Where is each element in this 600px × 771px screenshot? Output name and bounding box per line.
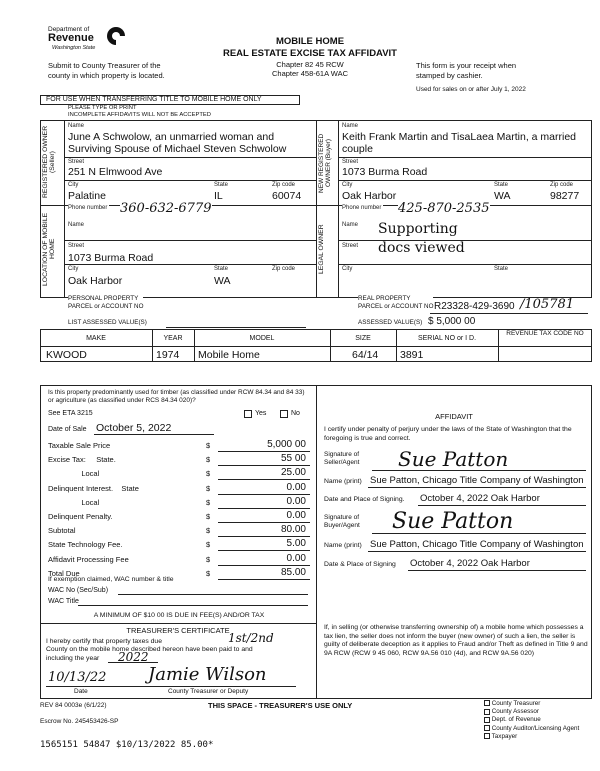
fee-label: Excise Tax: State. [48,455,116,465]
buyer-print-label: Name (print) [324,542,362,549]
seller-signature: Sue Patton [398,447,509,471]
seller-phone: 360-632-6779 [120,201,212,216]
chapter-rcw: Chapter 82 45 RCW [276,60,344,69]
fee-value: 5.00 [286,538,306,550]
dist-taxpayer [484,733,579,741]
seller-city: Palatine [68,190,106,202]
col-make: MAKE [86,335,106,342]
new-registered-owner-label: NEW REGISTERED OWNER (Buyer) [318,133,332,193]
fee-label: Delinquent Interest. State [48,483,139,493]
fee-dollar-sign: $ [206,469,211,479]
seller-street-label: Street [68,159,85,165]
chapter-refs [220,60,400,78]
treasurer-deputy-label: County Treasurer or Deputy [168,688,249,695]
personal-parcel-label-1: PERSONAL PROPERTY [68,295,139,302]
legal-owner-label: LEGAL OWNER [318,224,325,274]
timber-yes-label: Yes [255,410,267,417]
fee-row [48,496,310,509]
seller-zip-label: Zip code [272,182,296,188]
fee-label: Subtotal [48,526,76,536]
receipt-note-1: This form is your receipt when [416,61,517,70]
dist-checkbox[interactable] [484,709,490,715]
cashier-stamp: 1565151 54847 $10/13/2022 85.00* [40,740,214,750]
date-of-sale-label: Date of Sale [48,426,87,433]
fee-label: State Technology Fee. [48,540,123,550]
fee-dollar-sign: $ [206,512,211,521]
buyer-state: WA [494,190,511,202]
legal-owner-street: docs viewed [378,240,465,256]
seller-print: Sue Patton, Chicago Title Company of Washington [370,475,584,486]
seller-name-label: Name [68,123,85,129]
treasurer-date: 10/13/22 [48,670,107,685]
fee-label: Total Due [48,568,80,578]
form-title-line1: MOBILE HOME [275,36,345,47]
lien-warning: If, in selling (or otherwise transferring ownership of) a mobile home which possesses a tax lien, the seller does not inform the buyer (new owner) of such a lien, the seller is guilty of deliberate deception as it applies to Fraud and/or Theft as defined in Title 9 and 9A RCW (RCW 9 45 060, RCW 9A.56 010 (4d), and RCW 9A.56 020) [324,624,588,657]
receipt-note [416,61,516,80]
fee-value: 0.00 [286,481,306,493]
legal-street-label: Street [342,243,359,249]
location-city: Oak Harbor [68,275,123,287]
washington-state-label: Washington State [52,45,96,51]
treasurer-signature: Jamie Wilson [148,664,267,685]
legal-city-label: City [342,266,353,272]
revenue-logo [48,26,128,56]
personal-parcel-label-2: PARCEL or ACCOUNT NO [68,303,144,310]
buyer-name-label: Name [342,123,359,129]
buyer-city-label: City [342,182,353,188]
see-eta: See ETA 3215 [48,410,93,417]
incomplete-note: INCOMPLETE AFFIDAVITS WILL NOT BE ACCEPTED [68,112,211,118]
fee-value: 80.00 [280,524,306,536]
buyer-phone: 425-870-2535 [398,201,490,216]
treasurer-heading: TREASURER'S CERTIFICATE [126,626,230,635]
fee-value: 0.00 [286,495,306,507]
timber-no-label: No [291,410,300,417]
list-assessed-label: LIST ASSESSED VALUE(S) [68,319,147,326]
real-parcel-label-1: REAL PROPERTY [358,295,411,302]
fee-row [48,510,310,523]
fee-label: Taxable Sale Price [48,441,111,450]
treasurer-half: 1st/2nd [228,631,274,645]
fee-label: Local [48,469,100,479]
rev-number: REV 84 0003e (6/1/22) [40,702,107,709]
timber-no-checkbox[interactable] [280,410,288,418]
registered-owner-label: REGISTERED OWNER (Seller) [42,125,56,199]
seller-state-label: State [214,182,229,188]
seller-name-line2: Surviving Spouse of Michael Steven Schwolow [68,143,287,155]
buyer-signature: Sue Patton [392,509,514,534]
fee-row [48,553,310,566]
fee-value: 5,000 00 [267,439,306,450]
assessed-label: ASSESSED VALUE(S) [358,319,423,326]
real-parcel-handwritten: /105781 [520,297,575,312]
cell-make: KWOOD [46,349,87,361]
escrow-number: Escrow No. 245453426-SP [40,718,119,725]
fee-row [48,453,310,466]
dist-checkbox[interactable] [484,717,490,723]
legal-name-label: Name [342,222,359,228]
form-title-line2: REAL ESTATE EXCISE TAX AFFIDAVIT [222,48,397,59]
location-state: WA [214,275,231,287]
personal-parcel-label [68,295,143,311]
real-parcel-value: R23328-429-3690 [434,301,515,312]
real-parcel-label-2: PARCEL or ACCOUNT NO [358,303,434,310]
location-label: LOCATION OF MOBILE HOME [42,212,56,286]
buyer-date-place-label: Date & Place of Signing [324,561,396,568]
seller-date-place: October 4, 2022 Oak Harbor [420,493,540,504]
location-street-label: Street [68,243,85,249]
fee-row [48,482,310,495]
dist-label: Dept. of Revenue [491,716,541,724]
submit-note-1: Submit to County Treasurer of the [48,61,161,70]
fee-label: Affidavit Processing Fee [48,554,129,564]
buyer-date-place: October 4, 2022 Oak Harbor [410,558,530,569]
buyer-zip: 98277 [550,190,580,202]
fee-label: Local [48,497,100,507]
buyer-zip-label: Zip code [550,182,574,188]
treasurer-year: 2022 [118,650,149,664]
seller-date-place-label: Date and Place of Signing. [324,496,405,503]
location-city-label: City [68,266,79,272]
dist-label: Taxpayer [491,732,518,740]
assessed-value: $ 5,000 00 [428,316,476,327]
buyer-sig-label: Signature of Buyer/Agent [324,514,360,529]
seller-phone-label: Phone number [68,205,108,211]
col-size: SIZE [355,335,371,342]
distribution-list [484,700,579,741]
location-street: 1073 Burma Road [68,252,154,264]
location-zip-label: Zip code [272,266,296,272]
fee-dollar-sign: $ [206,441,211,450]
col-model: MODEL [249,335,275,342]
col-year: YEAR [163,335,183,342]
fee-dollar-sign: $ [206,526,211,536]
chapter-wac: Chapter 458-61A WAC [271,69,348,78]
submit-note [48,61,165,80]
fee-value: 85.00 [280,566,306,578]
treasurer-date-label: Date [74,688,88,695]
treasurer-use-note: THIS SPACE - TREASURER'S USE ONLY [208,701,353,710]
buyer-phone-label: Phone number [342,205,382,211]
fee-value: 0.00 [286,510,306,521]
location-name-label: Name [68,222,85,228]
seller-name-line1: June A Schwolow, an unmarried woman and [68,131,275,143]
location-state-label: State [214,266,229,272]
fee-row [48,467,310,480]
dist-checkbox[interactable] [484,700,490,706]
fee-dollar-sign: $ [206,455,211,465]
dept-of-label: Department of [48,26,90,33]
real-parcel-label [358,295,433,311]
timber-yes-checkbox[interactable] [244,410,252,418]
revenue-wordmark: Revenue [48,32,94,44]
buyer-city: Oak Harbor [342,190,397,202]
buyer-state-label: State [494,182,509,188]
print-note: PLEASE TYPE OR PRINT [68,105,137,111]
wac-no-label: WAC No (Sec/Sub) [48,587,109,594]
dist-label: County Treasurer [491,700,541,707]
dist-checkbox[interactable] [484,725,490,731]
fee-row [48,439,310,452]
receipt-note-2: stamped by cashier. [416,70,483,80]
fee-value: 55 00 [280,453,306,465]
treasurer-line1: I hereby certify that property taxes due [46,638,162,645]
cell-year: 1974 [156,349,180,361]
col-serial: SERIAL NO or I D. [417,335,477,342]
seller-sig-label: Signature of Seller/Agent [324,451,360,466]
dist-checkbox[interactable] [484,733,490,739]
dist-county-treasurer [484,700,579,708]
treasurer-line3: including the year [46,655,100,662]
wac-title-label: WAC Title [48,598,79,605]
buyer-print: Sue Patton, Chicago Title Company of Washington [370,539,584,550]
legal-state-label: State [494,266,509,272]
legal-owner-name: Supporting [378,221,458,237]
fee-row [48,524,310,537]
fee-dollar-sign: $ [206,568,211,578]
timber-question: Is this property predominantly used for timber (as classified under RCW 84.34 and 84 33) or agriculture (as classified under RCS 84.34 020)? [48,389,305,404]
col-revenue-code: REVENUE TAX CODE NO [506,330,584,337]
fee-dollar-sign: $ [206,554,211,564]
seller-zip: 60074 [272,190,302,202]
seller-city-label: City [68,182,79,188]
buyer-name-line2: couple [342,143,373,155]
seller-print-label: Name (print) [324,478,362,485]
fee-dollar-sign: $ [206,540,211,550]
submit-note-2: county in which property is located. [48,70,165,80]
exemption-claimed: If exemption claimed, WAC number & title [48,576,174,583]
buyer-name-line1: Keith Frank Martin and TisaLaea Martin, a married [342,131,577,143]
affidavit-heading: AFFIDAVIT [435,412,473,421]
form-title [200,36,420,60]
fee-value: 25.00 [280,467,306,479]
buyer-street: 1073 Burma Road [342,166,428,178]
seller-state: IL [214,190,223,202]
date-of-sale: October 5, 2022 [96,422,172,434]
buyer-street-label: Street [342,159,359,165]
seller-street: 251 N Elmwood Ave [68,166,163,178]
cell-model: Mobile Home [198,349,260,361]
affidavit-text: I certify under penalty of perjury under the laws of the State of Washington that the foregoing is true and correct. [324,426,572,442]
treasurer-line2: County on the mobile home described hereon have been paid to and [46,646,253,653]
revenue-logo-icon [106,26,126,46]
fee-dollar-sign: $ [206,483,211,493]
minimum-due-note: A MINIMUM OF $10 00 IS DUE IN FEE(S) AND/OR TAX [93,612,265,619]
cell-serial: 3891 [400,349,424,361]
fee-row [48,538,310,551]
used-for-note: Used for sales on or after July 1, 2022 [416,86,526,93]
dist-label: County Assessor [491,708,539,716]
dist-dept-revenue [484,716,579,724]
dist-county-assessor [484,708,579,716]
dist-auditor [484,725,579,733]
transfer-note: FOR USE WHEN TRANSFERRING TITLE TO MOBILE HOME ONLY [46,96,262,103]
fee-dollar-sign: $ [206,497,211,507]
fee-label: Delinquent Penalty. [48,512,113,521]
cell-size: 64/14 [352,349,379,361]
dist-label: County Auditor/Licensing Agent [491,724,580,732]
fee-value: 0.00 [286,552,306,564]
